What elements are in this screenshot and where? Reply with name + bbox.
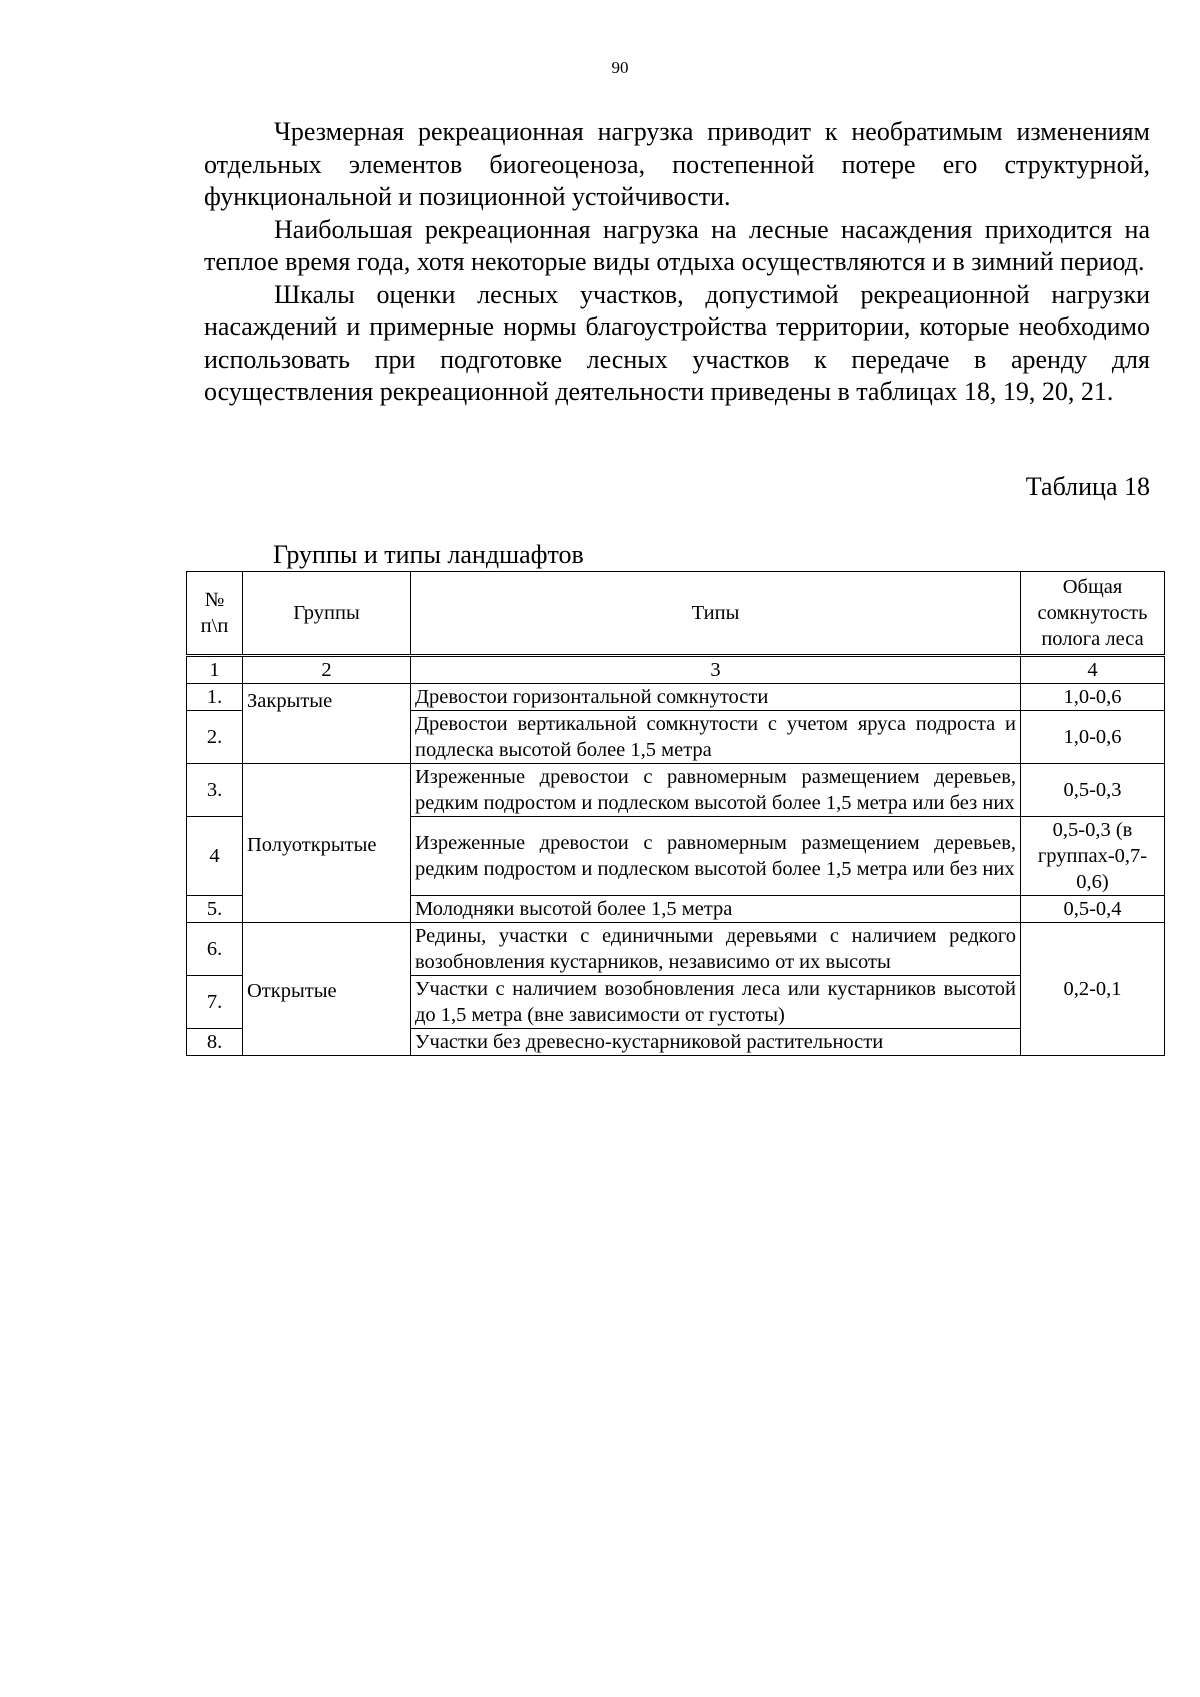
table-title: Группы и типы ландшафтов: [273, 540, 584, 569]
row-type: Изреженные древостои с равномерным размещением деревьев, редким подростом и подлеском высотой более 1,5 метра или без них: [411, 817, 1021, 896]
row-type: Участки с наличием возобновления леса или кустарников высотой до 1,5 метра (вне зависимости от густоты): [411, 976, 1021, 1029]
row-closure: 1,0-0,6: [1021, 684, 1165, 711]
row-num: 4: [187, 817, 243, 896]
row-type: Редины, участки с единичными деревьями с наличием редкого возобновления кустарников, независимо от их высоты: [411, 923, 1021, 976]
table-row: [187, 764, 1165, 817]
row-type: Древостои горизонтальной сомкнутости: [411, 684, 1021, 711]
row-type: Изреженные древостои с равномерным размещением деревьев, редким подростом и подлеском высотой более 1,5 метра или без них: [411, 764, 1021, 817]
column-index-row: [187, 656, 1165, 684]
header-num: № п\п: [187, 572, 243, 656]
table-header-row: [187, 572, 1165, 656]
group-semi-open: Полуоткрытые: [243, 764, 411, 923]
column-index: 2: [243, 656, 411, 684]
page-number: 90: [611, 58, 629, 77]
row-type: Молодняки высотой более 1,5 метра: [411, 896, 1021, 923]
column-index: 3: [411, 656, 1021, 684]
row-closure: 0,5-0,4: [1021, 896, 1165, 923]
row-num: 6.: [187, 923, 243, 976]
group-closed: Закрытые: [243, 684, 411, 764]
header-groups: Группы: [243, 572, 411, 656]
table-row: [187, 923, 1165, 976]
row-closure: 0,5-0,3: [1021, 764, 1165, 817]
column-index: 1: [187, 656, 243, 684]
row-num: 7.: [187, 976, 243, 1029]
table-number: Таблица 18: [1025, 472, 1150, 501]
row-num: 1.: [187, 684, 243, 711]
row-closure: 1,0-0,6: [1021, 711, 1165, 764]
row-type: Участки без древесно-кустарниковой растительности: [411, 1029, 1021, 1056]
group-open: Открытые: [243, 923, 411, 1056]
column-index: 4: [1021, 656, 1165, 684]
row-closure: 0,2-0,1: [1021, 923, 1165, 1056]
row-closure: 0,5-0,3 (в группах-0,7-0,6): [1021, 817, 1165, 896]
header-types: Типы: [411, 572, 1021, 656]
paragraph: Шкалы оценки лесных участков, допустимой рекреационной нагрузки насаждений и примерные нормы благоустройства территории, которые необходимо использовать при подготовке лесных участков к передаче в аренду для осуществления рекреационной деятельности приведены в таблицах 18, 19, 20, 21.: [204, 279, 1150, 406]
paragraph: Чрезмерная рекреационная нагрузка приводит к необратимым изменениям отдельных элементов биогеоценоза, постепенной потере его структурной, функциональной и позиционной устойчивости.: [204, 117, 1150, 211]
header-closure: Общая сомкнутость полога леса: [1021, 572, 1165, 656]
table-row: [187, 684, 1165, 711]
row-num: 8.: [187, 1029, 243, 1056]
paragraph: Наибольшая рекреационная нагрузка на лесные насаждения приходится на теплое время года, хотя некоторые виды отдыха осуществляются и в зимний период.: [204, 214, 1150, 276]
row-type: Древостои вертикальной сомкнутости с учетом яруса подроста и подлеска высотой более 1,5 метра: [411, 711, 1021, 764]
body-text: [204, 116, 1150, 409]
landscape-groups-table: [186, 571, 1165, 1056]
row-num: 5.: [187, 896, 243, 923]
row-num: 2.: [187, 711, 243, 764]
row-num: 3.: [187, 764, 243, 817]
